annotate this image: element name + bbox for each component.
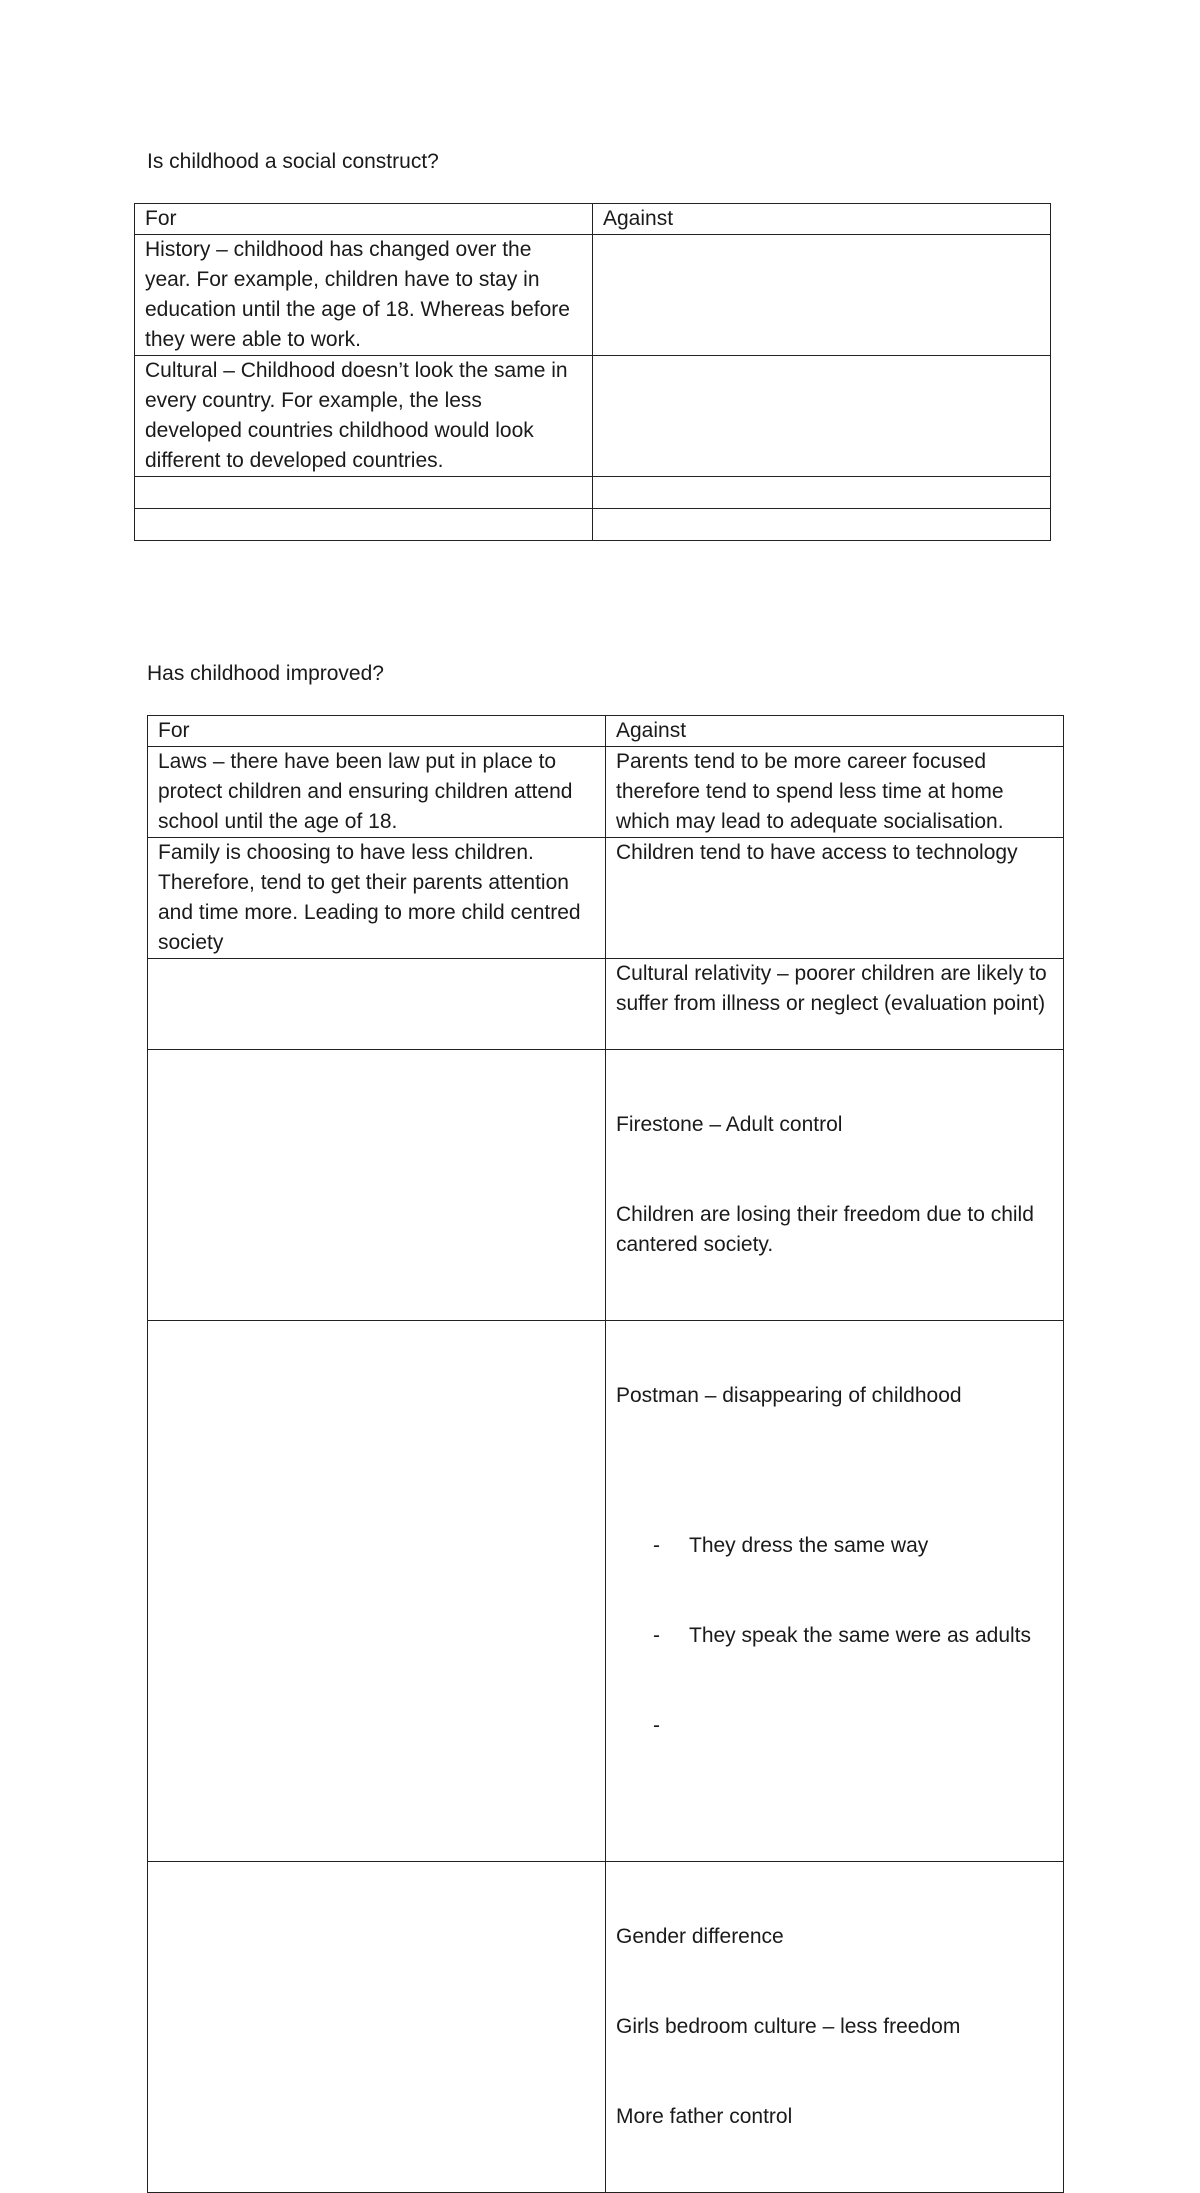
cell-against: Parents tend to be more career focused therefore tend to spend less time at home which may lead to adequate socialisation. — [606, 747, 1064, 838]
table-header-row — [135, 204, 1051, 235]
header-against: Against — [593, 204, 1051, 235]
cell-for — [135, 477, 593, 509]
cell-against — [606, 1050, 1064, 1321]
cell-for — [148, 1050, 606, 1321]
cell-for — [148, 959, 606, 1050]
bullet-list — [616, 1471, 1053, 1801]
cell-against — [593, 235, 1051, 356]
header-for: For — [135, 204, 593, 235]
cell-line: Gender difference — [616, 1925, 784, 1948]
cell-line: Postman – disappearing of childhood — [616, 1384, 962, 1407]
cell-line: Children are losing their freedom due to child cantered society. — [616, 1203, 1040, 1256]
table-row — [148, 747, 1064, 838]
cell-for — [148, 1862, 606, 2193]
cell-for — [135, 509, 593, 541]
cell-against: Cultural relativity – poorer children are likely to suffer from illness or neglect (evaluation point) — [606, 959, 1064, 1050]
cell-line: Firestone – Adult control — [616, 1113, 843, 1136]
table-row — [148, 959, 1064, 1050]
table-row — [148, 838, 1064, 959]
table-row — [135, 235, 1051, 356]
cell-for: Laws – there have been law put in place to protect children and ensuring children attend school until the age of 18. — [148, 747, 606, 838]
cell-line: More father control — [616, 2105, 793, 2128]
cell-against: Children tend to have access to technology — [606, 838, 1064, 959]
section1-title: Is childhood a social construct? — [147, 150, 439, 173]
cell-for: Family is choosing to have less children. Therefore, tend to get their parents attention and time more. Leading to more child centred society — [148, 838, 606, 959]
table-row — [135, 509, 1051, 541]
table-row — [135, 477, 1051, 509]
social-construct-table — [134, 203, 1051, 541]
table-row — [135, 356, 1051, 477]
bullet-item — [616, 1711, 1053, 1741]
cell-against — [593, 509, 1051, 541]
table-row — [148, 1050, 1064, 1321]
table-row — [148, 1321, 1064, 1862]
cell-against — [606, 1862, 1064, 2193]
bullet-item: - They speak the same were as adults — [616, 1621, 1053, 1651]
cell-line: Girls bedroom culture – less freedom — [616, 2015, 961, 2038]
childhood-improved-table — [147, 715, 1064, 2193]
cell-for: Cultural – Childhood doesn’t look the same in every country. For example, the less developed countries childhood would look different to developed countries. — [135, 356, 593, 477]
bullet-item: - They dress the same way — [616, 1531, 1053, 1561]
section2-title: Has childhood improved? — [147, 662, 384, 685]
cell-against — [593, 477, 1051, 509]
cell-for: History – childhood has changed over the year. For example, children have to stay in education until the age of 18. Whereas before they were able to work. — [135, 235, 593, 356]
cell-against — [606, 1321, 1064, 1862]
cell-for — [148, 1321, 606, 1862]
table-row — [148, 1862, 1064, 2193]
table-header-row — [148, 716, 1064, 747]
header-against: Against — [606, 716, 1064, 747]
cell-against — [593, 356, 1051, 477]
header-for: For — [148, 716, 606, 747]
